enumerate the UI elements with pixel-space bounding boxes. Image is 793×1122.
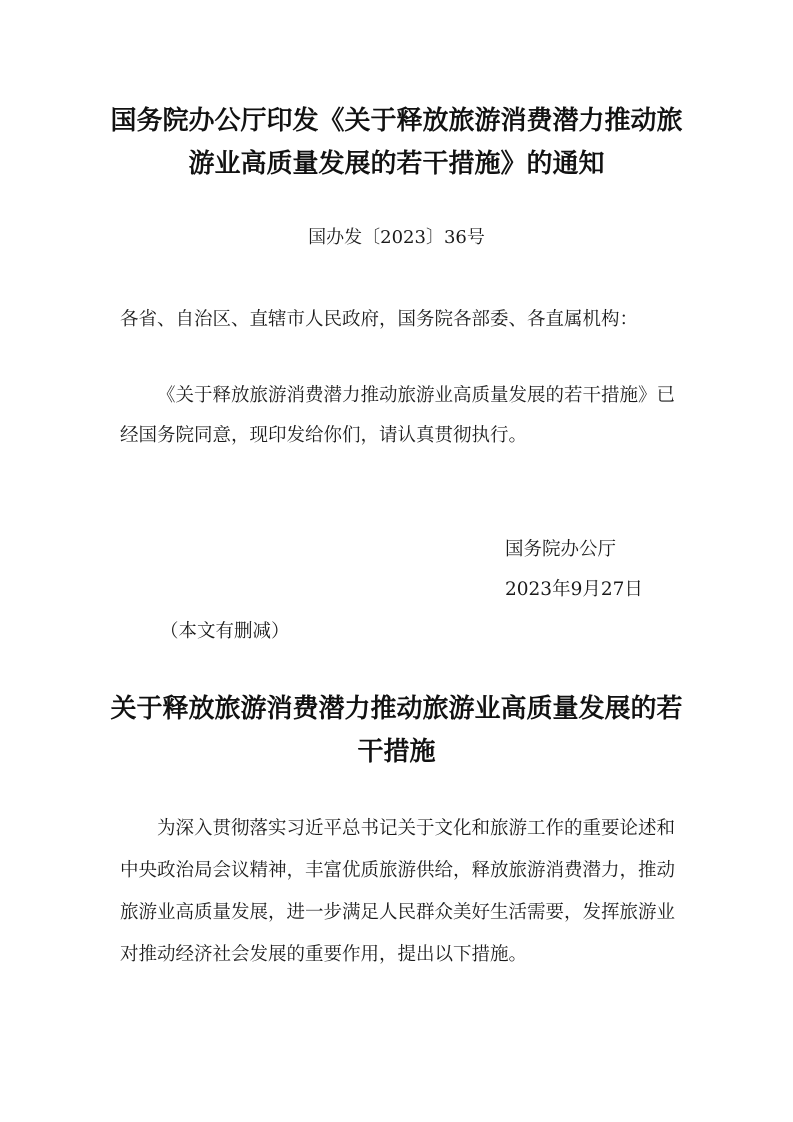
issuer-signature: 国务院办公厅 — [505, 539, 617, 560]
notice-title: 国务院办公厅印发《关于释放旅游消费潜力推动旅游业高质量发展的若干措施》的通知 — [110, 106, 683, 179]
abridged-note: （本文有删减） — [160, 621, 290, 642]
issue-date: 2023年9月27日 — [505, 579, 643, 600]
measures-title: 关于释放旅游消费潜力推动旅游业高质量发展的若干措施 — [110, 694, 683, 767]
document-number: 国办发〔2023〕36号 — [308, 227, 485, 248]
measures-intro: 为深入贯彻落实习近平总书记关于文化和旅游工作的重要论述和中央政治局会议精神，丰富优质旅游供给，释放旅游消费潜力，推动旅游业高质量发展，进一步满足人民群众美好生活需要，发挥旅游业对推动经济社会发展的重要作用，提出以下措施。 — [120, 818, 676, 965]
addressee: 各省、自治区、直辖市人民政府，国务院各部委、各直属机构： — [120, 309, 639, 330]
notice-body: 《关于释放旅游消费潜力推动旅游业高质量发展的若干措施》已经国务院同意，现印发给你们，请认真贯彻执行。 — [120, 385, 676, 446]
